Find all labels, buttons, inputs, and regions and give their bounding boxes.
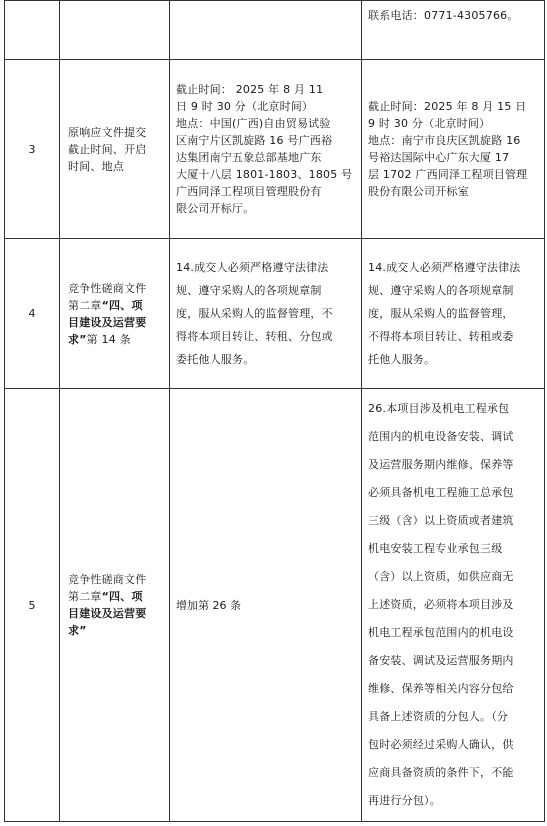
changed-text-cell: 26.本项目涉及机电工程承包 范围内的机电设备安装、调试 及运营服务期内维修、保养等 必须具备机电工程施工总承包 三级（含）以上资质或者建筑 机电安装工程专业承包三级 （含）以上资质，如供应商无 上述资质，必须将本项目涉及 机电工程承包范围内的机电设 备安装、调试及运营服务期内 维修、保养等相关内容分包给 具备上述资质的分包人。（分 包时必须经过采购人确认，供 应商具备资质的条件下，不能 再进行分包）。 — [362, 389, 545, 822]
item-cell — [60, 389, 170, 822]
item-suffix: 第 14 条 — [86, 332, 131, 346]
original-text-cell: 14.成交人必须严格遵守法律法 规、遵守采购人的各项规章制 度，服从采购人的监督管理，不 得将本项目转让、转租、分包或 委托他人服务。 — [170, 239, 362, 389]
item-cell — [60, 239, 170, 389]
table-row — [5, 1, 545, 60]
original-text-cell: 增加第 26 条 — [170, 389, 362, 822]
item-cell: 原响应文件提交 截止时间、开启 时间、地点 — [60, 60, 170, 239]
original-text-cell — [170, 1, 362, 60]
table-row — [5, 389, 545, 822]
item-cell — [60, 1, 170, 60]
row-number: 3 — [5, 60, 60, 239]
row-number — [5, 1, 60, 60]
original-text-cell: 截止时间： 2025 年 8 月 11 日 9 时 30 分（北京时间） 地点：中国(广西)自由贸易试验 区南宁片区凯旋路 16 号广西裕 达集团南宁五象总部基地广东 大厦十八层 1801-1803、1805 号 广西同泽工程项目管理股份有 限公司开标厅。 — [170, 60, 362, 239]
changed-text-cell: 联系电话：0771-4305766。 — [362, 1, 545, 60]
item-section-title: “四、项 目建设及运营要 求” — [68, 590, 147, 637]
changed-text-cell: 14.成交人必须严格遵守法律法 规、遵守采购人的各项规章制 度，服从采购人的监督管理， 不得将本项目转让、转租或委 托他人服务。 — [362, 239, 545, 389]
item-section-title: “四、项 目建设及运营要 求” — [68, 298, 147, 346]
item-prefix: 竞争性磋商文件 第二章 — [68, 573, 147, 603]
row-number: 5 — [5, 389, 60, 822]
table-row — [5, 239, 545, 389]
changed-text-cell: 截止时间：2025 年 8 月 15 日 9 时 30 分（北京时间） 地点：南宁市良庆区凯旋路 16 号裕达国际中心广东大厦 17 层 1702 广西同泽工程项目管理 股份有限公司开标室 — [362, 60, 545, 239]
row-number: 4 — [5, 239, 60, 389]
amendment-table — [4, 0, 545, 822]
table-row — [5, 60, 545, 239]
item-prefix: 竞争性磋商文件 第二章 — [68, 281, 147, 312]
